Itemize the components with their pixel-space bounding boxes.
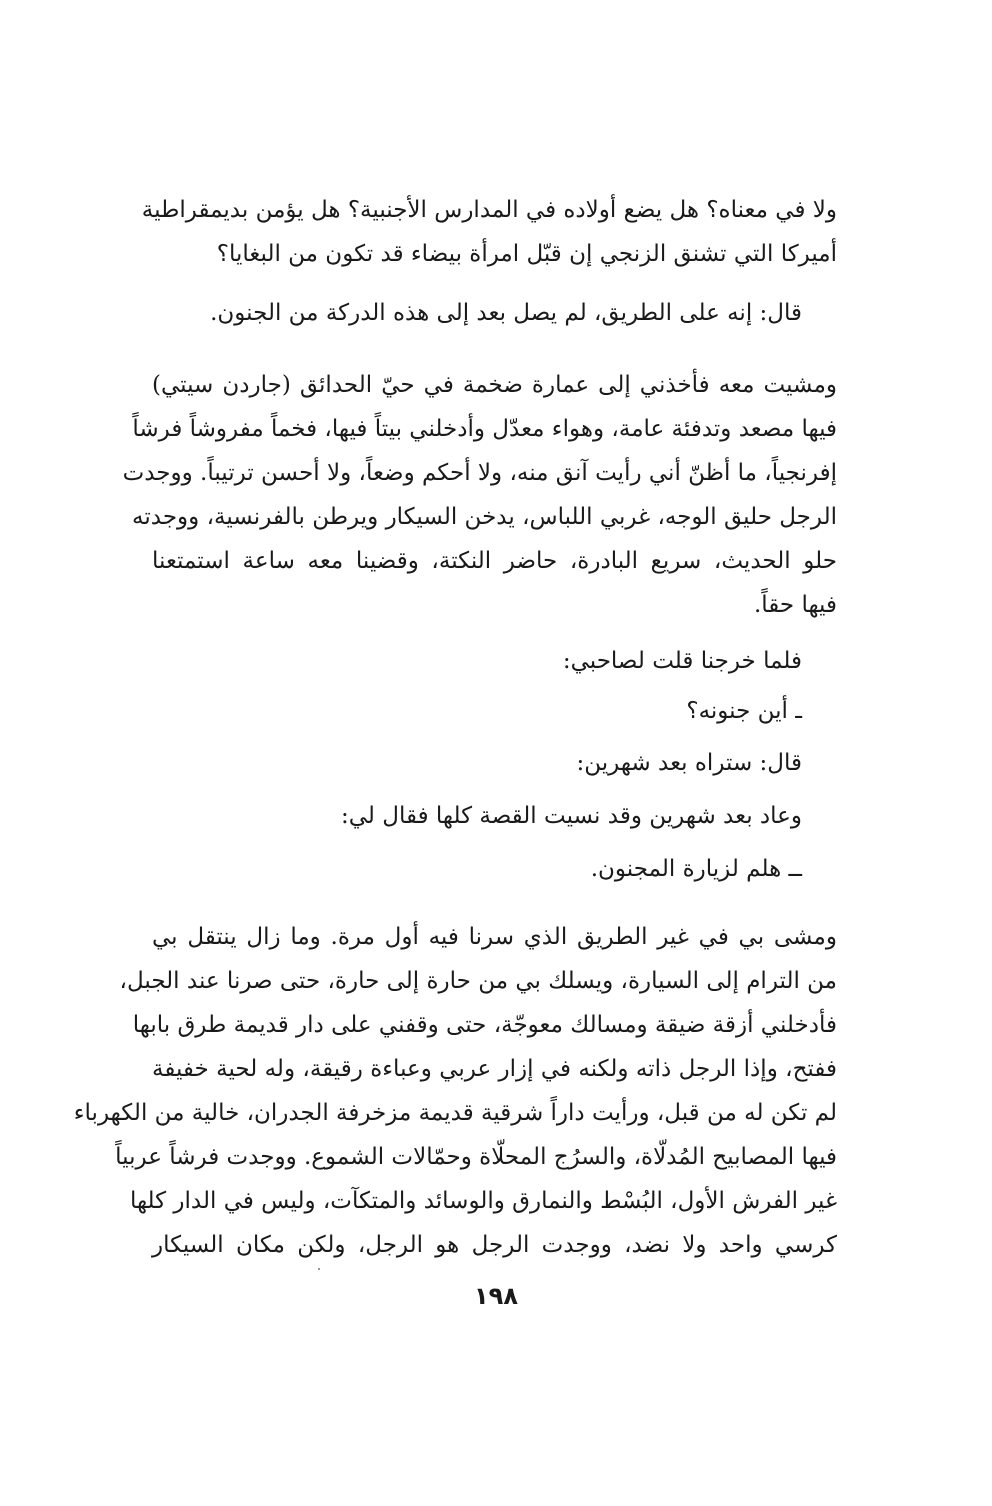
ink-speck [318,1268,320,1270]
text-line: ومشى بي في غير الطريق الذي سرنا فيه أول مرة. وما زال ينتقل بي [152,924,837,950]
text-line: قال: إنه على الطريق، لم يصل بعد إلى هذه الدركة من الجنون. [210,300,802,326]
text-line: ولا في معناه؟ هل يضع أولاده في المدارس الأجنبية؟ هل يؤمن بديمقراطية [141,197,837,223]
text-line: من الترام إلى السيارة، ويسلك بي من حارة إلى حارة، حتى صرنا عند الجبل، [119,968,837,994]
text-line: إفرنجياً، ما أظنّ أني رأيت آنق منه، ولا أحكم وضعاً، ولا أحسن ترتيباً. ووجدت [122,460,837,486]
dialogue-line: ـ أين جنونه؟ [686,698,802,724]
page-number: ١٩٨ [474,1282,518,1310]
text-line: ففتح، وإذا الرجل ذاته ولكنه في إزار عربي وعباءة رقيقة، وله لحية خفيفة [152,1056,837,1082]
text-line: فيها المصابيح المُدلّاة، والسرُج المحلّاة وحمّالات الشموع. ووجدت فرشاً عربياً [115,1144,837,1170]
text-line: حلو الحديث، سريع البادرة، حاضر النكتة، وقضينا معه ساعة استمتعنا [152,548,837,574]
text-line: فيها مصعد وتدفئة عامة، وهواء معدّل وأدخلني بيتاً فيها، فخماً مفروشاً فرشاً [132,416,837,442]
text-line: فأدخلني أزقة ضيقة ومسالك معوجّة، حتى وقفني على دار قديمة طرق بابها [132,1012,837,1038]
text-line: وعاد بعد شهرين وقد نسيت القصة كلها فقال لي: [341,803,802,829]
text-line: لم تكن له من قبل، ورأيت داراً شرقية قديمة مزخرفة الجدران، خالية من الكهرباء [73,1100,837,1126]
text-line: غير الفرش الأول، البُسْط والنمارق والوسائد والمتكآت، وليس في الدار كلها [129,1188,837,1214]
text-line: فيها حقاً. [753,592,837,618]
text-line: الرجل حليق الوجه، غربي اللباس، يدخن السيكار ويرطن بالفرنسية، ووجدته [132,504,837,530]
text-line: ومشيت معه فأخذني إلى عمارة ضخمة في حيّ الحدائق (جاردن سيتي) [152,372,837,398]
text-line: أميركا التي تشنق الزنجي إن قبّل امرأة بيضاء قد تكون من البغايا؟ [216,241,837,267]
text-line: فلما خرجنا قلت لصاحبي: [562,648,802,674]
text-line: كرسي واحد ولا نضد، ووجدت الرجل هو الرجل، ولكن مكان السيكار [152,1232,837,1258]
dialogue-line: ــ هلم لزيارة المجنون. [590,856,802,882]
text-line: قال: ستراه بعد شهرين: [576,750,802,776]
